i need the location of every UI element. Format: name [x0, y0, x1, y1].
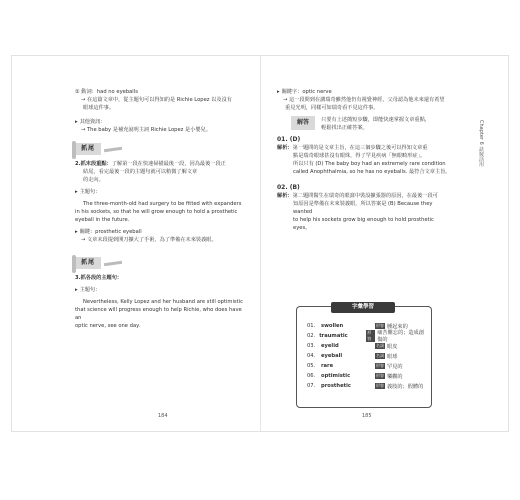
analysis-label: 解析： — [277, 145, 293, 151]
vocab-pos: 形容 — [376, 323, 384, 328]
page-number: 184 — [158, 413, 168, 419]
vocab-pos: 形容 — [366, 330, 375, 342]
vocab-row — [307, 361, 427, 371]
vocab-list — [307, 321, 427, 391]
vocab-row — [307, 371, 427, 381]
topic-label: 主題句： — [79, 189, 101, 195]
vocab-row — [307, 331, 427, 341]
analysis-line: called Anophthalmia, so he has no eyeballs. 最符合文章主旨。 — [293, 169, 451, 175]
section-title: 抓各段的主題句： — [80, 275, 123, 281]
item2-label: ② 動詞：had no eyeballs — [75, 89, 138, 95]
banner-label: 抓尾 — [75, 257, 101, 269]
vocab-meaning: 痛苦難忘的；造成創傷的 — [377, 330, 424, 343]
vocab-word: prosthetic — [321, 383, 351, 389]
section-banner — [75, 142, 245, 156]
book-gutter — [260, 56, 261, 431]
key-label: 關鍵字：optic nerve — [281, 89, 332, 95]
vocab-pos: 形容 — [376, 383, 384, 388]
vocab-number: 03. — [307, 343, 316, 349]
vocab-number: 07. — [307, 383, 316, 389]
vocab-pos: 形容 — [376, 363, 384, 368]
section-number: 2. — [75, 161, 81, 167]
vocab-word: optimistic — [321, 373, 351, 379]
key-text: → 文章末段提到開刀擴大了手術，為了準備在未來裝義眼。 — [81, 237, 217, 243]
section-title: 抓末段重點： — [80, 161, 112, 167]
analysis-line: 點是瑞奇眼球甚沒有眼珠，得了罕見疾病「無眼畸形症」。 — [293, 153, 426, 159]
vocab-word: eyeball — [321, 353, 343, 359]
topic-label: 主題句： — [79, 287, 101, 293]
vocab-pos: 形容 — [376, 373, 384, 378]
right-page — [277, 88, 452, 232]
key-line: 重見光明，同樣可如瑞奇看不見這件事。 — [285, 105, 379, 111]
vocab-number: 04. — [307, 353, 316, 359]
section-line: 了解第一段在快速掃描最後一段，因為最後一段正 — [111, 161, 226, 167]
item2-line1: → 在這篇文章中，從主題句可以得知的是 Richie Lopez 以及沒有 — [81, 97, 232, 103]
question-number: 01. (D) — [277, 136, 301, 143]
vocab-meaning: 樂觀的 — [387, 373, 403, 380]
key-line: → 這一段問到在講瑞奇雖然他仍有視覺神經，父母認為他未來還有希望 — [283, 97, 445, 103]
arrow-icon: ▸ — [277, 89, 280, 95]
arrow-icon: ▸ — [75, 189, 78, 195]
banner-label: 抓尾 — [75, 143, 101, 155]
vocab-number: 01. — [307, 323, 316, 329]
section-number: 3. — [75, 275, 81, 281]
vocab-meaning: 腫起來的 — [387, 323, 408, 330]
vocab-pos: 名詞 — [376, 353, 384, 358]
topic-line: eyeball in the future. — [75, 217, 130, 223]
topic-line: Nevertheless, Kelly Lopez and her husband are still optimistic — [83, 299, 243, 305]
analysis-label: 解析： — [277, 193, 293, 199]
other-text: → The baby 是補充說明主詞 Richie Lopez 是小嬰兒。 — [81, 127, 211, 133]
section-banner — [75, 256, 245, 270]
analysis-line: 第一題問的是文章主旨，在這三個步驟之後可以得知文章重 — [292, 145, 428, 151]
other-label: 其他資訊： — [79, 119, 106, 125]
vocab-pos: 名詞 — [376, 343, 384, 348]
vocab-number: 02. — [307, 333, 316, 339]
arrow-icon: ▸ — [75, 119, 78, 125]
analysis-line: to help his sockets grow big enough to hold prosthetic eyes。 — [293, 217, 434, 231]
analysis-line: 所以只有 (D) The baby boy had an extremely rare condition — [293, 161, 446, 167]
left-page — [75, 88, 245, 330]
vocab-word: swollen — [321, 323, 344, 329]
vocab-meaning: 眼皮 — [387, 343, 398, 350]
vocab-box — [296, 306, 432, 408]
section-line: 的走向。 — [83, 177, 104, 183]
topic-line: that science will progress enough to help Richie, who does have an — [75, 307, 242, 321]
vocab-number: 06. — [307, 373, 316, 379]
vocab-row — [307, 351, 427, 361]
topic-line: optic nerve, see one day. — [75, 323, 141, 329]
vocab-meaning: 罕見的 — [387, 363, 403, 370]
vocab-title: 字彙學習 — [331, 302, 395, 313]
vocab-word: eyelid — [321, 343, 339, 349]
pencil-icon — [104, 260, 122, 265]
arrow-icon: ▸ — [75, 287, 78, 293]
arrow-icon: ▸ — [75, 229, 78, 235]
pencil-icon — [104, 146, 122, 151]
answer-note: 只要有上述簡短步驟，即能快速掌握文章重點， — [321, 117, 430, 123]
vocab-word: rare — [321, 363, 334, 369]
analysis-line: 第二題問醫生在瑞奇的眼窩中裝設擴張器的原因，在最後一段可 — [292, 193, 438, 199]
answer-tag: 解答 — [291, 116, 315, 130]
item2-line2: 眼球這件事。 — [83, 105, 115, 111]
question-number: 02. (B) — [277, 184, 300, 191]
page-number: 185 — [362, 413, 372, 419]
analysis-line: 知原因是準備在未來裝義眼，所以答案是 (B) Because they wanted — [293, 201, 433, 215]
key-label: 關鍵：prosthetic eyeball — [79, 229, 142, 235]
vocab-row — [307, 381, 427, 391]
answer-banner — [291, 116, 452, 132]
vocab-meaning: 眼球 — [387, 353, 398, 360]
answer-note: 輕鬆找出正確答案。 — [321, 125, 368, 131]
topic-line: in his sockets, so that he will grow enough to hold a prosthetic — [75, 209, 238, 215]
topic-line: The three-month-old had surgery to be fitted with expanders — [83, 201, 242, 207]
vocab-word: traumatic — [319, 333, 348, 339]
vocab-number: 05. — [307, 363, 316, 369]
section-line: 結尾，看完最後一段的主題句就可以稍微了解文章 — [83, 169, 198, 175]
chapter-tab: Chapter 6 訣竅活用 — [478, 120, 484, 167]
vocab-meaning: 義肢的；假體的 — [387, 383, 424, 390]
